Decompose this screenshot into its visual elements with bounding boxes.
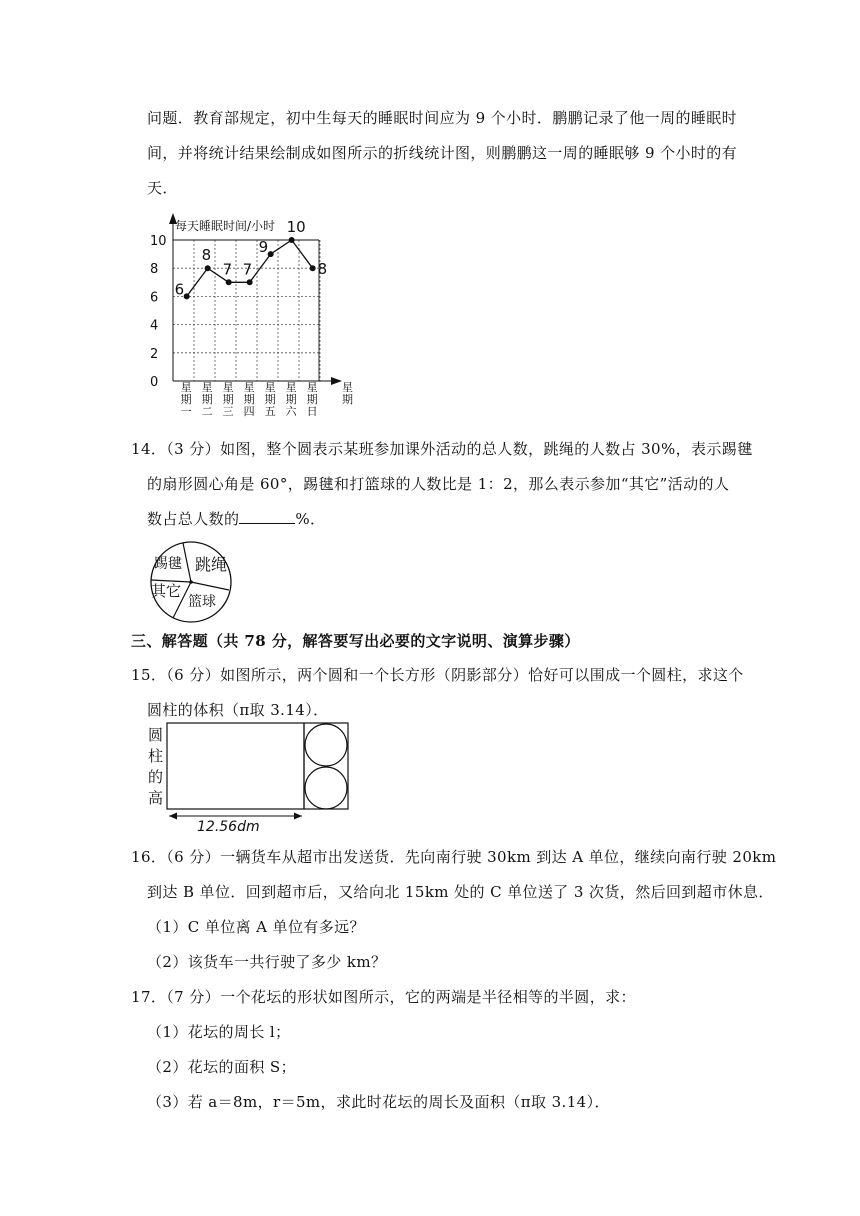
pie-label-lanqiu: 篮球 <box>188 594 216 610</box>
q16-line-2: 到达 B 单位．回到超市后，又给向北 15km 处的 C 单位送了 3 次货，然后回到超市休息． <box>147 883 774 901</box>
y-tick-label: 0 <box>150 375 159 390</box>
x-tick-label: 一 <box>180 405 192 418</box>
x-tick-label: 三 <box>222 405 234 418</box>
data-label: 7 <box>222 260 233 279</box>
x-tick-label: 星 <box>222 381 234 394</box>
y-axis-title: 每天睡眠时间/小时 <box>175 219 276 233</box>
q16-sub-1: （1）C 单位离 A 单位有多远？ <box>147 918 365 936</box>
x-tick-label: 五 <box>264 405 276 418</box>
y-tick-label: 10 <box>150 234 167 249</box>
y-tick-label: 6 <box>150 290 159 306</box>
q13-line-3: 天． <box>147 179 178 197</box>
q17-sub-1: （1）花坛的周长 l； <box>147 1023 291 1041</box>
height-label-3: 的 <box>148 768 164 786</box>
pie-label-qita: 其它 <box>151 582 182 600</box>
x-tick-label: 星 <box>285 381 297 394</box>
cylinder-side-rectangle <box>167 723 304 809</box>
pie-center <box>189 580 193 584</box>
x-tick-label: 星 <box>180 381 192 394</box>
length-arrow-right <box>294 813 302 820</box>
data-label: 6 <box>174 280 185 299</box>
x-axis-title: 星 <box>342 381 353 394</box>
q14-line-3-unit: %． <box>295 510 326 528</box>
x-tick-label: 期 <box>222 393 234 406</box>
q16-sub-2: （2）该货车一共行驶了多少 km？ <box>147 953 387 971</box>
data-label: 9 <box>258 238 269 257</box>
data-label: 10 <box>286 218 306 236</box>
x-tick-label: 六 <box>285 405 297 418</box>
data-point <box>310 265 316 271</box>
q13-line-1: 问题．教育部规定，初中生每天的睡眠时间应为 9 个小时．鹏鹏记录了他一周的睡眠时 <box>147 109 738 127</box>
top-circle <box>305 724 347 766</box>
data-point <box>205 265 211 271</box>
x-axis-title: 期 <box>342 393 353 406</box>
q14-line-3 <box>147 509 325 529</box>
data-point <box>184 293 190 299</box>
x-tick-label: 期 <box>243 393 255 406</box>
bottom-circle <box>305 767 347 809</box>
data-label: 7 <box>242 260 253 279</box>
x-tick-label: 星 <box>306 381 318 394</box>
q17-sub-3: （3）若 a＝8m，r＝5m，求此时花坛的周长及面积（π取 3.14）． <box>147 1093 610 1111</box>
pie-label-tiaosheng: 跳绳 <box>195 555 228 574</box>
activity-pie-diagram <box>145 540 245 630</box>
pie-label-jianzi: 踢毽 <box>154 556 182 572</box>
q15-line-2: 圆柱的体积（π取 3.14）． <box>147 701 329 719</box>
data-point <box>226 279 232 285</box>
data-point <box>268 251 274 257</box>
height-label-4: 高 <box>148 789 164 807</box>
length-label: 12.56dm <box>197 819 260 835</box>
length-arrow-left <box>169 813 177 820</box>
x-tick-label: 四 <box>243 405 255 418</box>
q14-line-3-text: 数占总人数的 <box>147 510 240 528</box>
q17-line-1: 17．（7 分）一个花坛的形状如图所示，它的两端是半径相等的半圆，求： <box>131 988 636 1006</box>
y-tick-label: 4 <box>150 318 159 334</box>
x-tick-label: 期 <box>201 393 213 406</box>
x-tick-label: 星 <box>264 381 276 394</box>
x-tick-label: 星 <box>243 381 255 394</box>
q14-line-1: 14．（3 分）如图，整个圆表示某班参加课外活动的总人数，跳绳的人数占 30%，表示踢毽 <box>131 440 753 458</box>
data-label: 8 <box>317 260 328 279</box>
x-tick-label: 期 <box>285 393 297 406</box>
x-axis-arrow <box>331 377 342 385</box>
x-tick-label: 星 <box>201 381 213 394</box>
x-tick-label: 期 <box>264 393 276 406</box>
q16-line-1: 16．（6 分）一辆货车从超市出发送货．先向南行驶 30km 到达 A 单位，继续向南行驶 20km <box>131 848 777 866</box>
y-tick-label: 2 <box>150 346 159 362</box>
q15-line-1: 15．（6 分）如图所示，两个圆和一个长方形（阴影部分）恰好可以围成一个圆柱，求这个 <box>131 666 744 684</box>
q14-line-2: 的扇形圆心角是 60°，踢毽和打篮球的人数比是 1：2，那么表示参加“其它”活动的人 <box>147 475 730 493</box>
x-tick-label: 日 <box>306 405 318 418</box>
data-label: 8 <box>201 246 212 265</box>
pie-divider-right <box>191 582 229 590</box>
x-tick-label: 期 <box>306 393 318 406</box>
height-label-1: 圆 <box>148 726 164 744</box>
data-point <box>247 279 253 285</box>
height-label-2: 柱 <box>148 747 164 765</box>
x-tick-label: 期 <box>180 393 192 406</box>
data-point <box>289 237 295 243</box>
section-3-title: 三、解答题（共 78 分，解答要写出必要的文字说明、演算步骤） <box>131 632 580 650</box>
y-tick-label: 8 <box>150 262 159 278</box>
q13-line-2: 间，并将统计结果绘制成如图所示的折线统计图，则鹏鹏这一周的睡眠够 9 个小时的有 <box>147 144 738 162</box>
pie-divider-top <box>183 543 191 582</box>
x-tick-label: 二 <box>201 405 213 418</box>
cylinder-net-diagram <box>145 722 375 835</box>
q17-sub-2: （2）花坛的面积 S； <box>147 1058 296 1076</box>
answer-blank <box>239 509 295 524</box>
